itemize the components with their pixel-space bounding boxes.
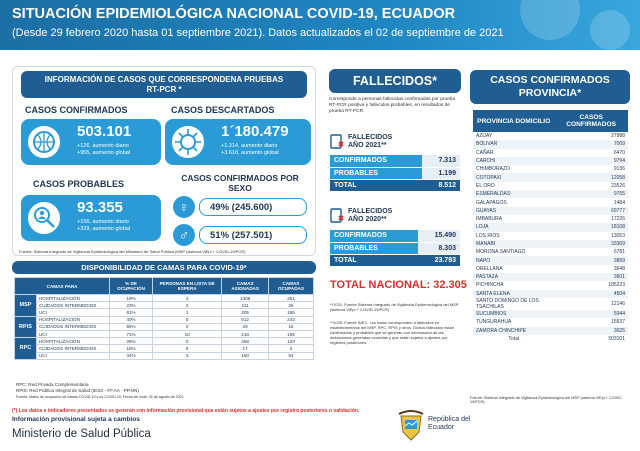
deaths-note-2021: **2021: Fuente Sistema Integrado de Vigilancia Epidemiológica del MSP (sistema ViEpi + COVID-19/PCR): [330, 302, 459, 312]
table-cell: 17: [222, 345, 269, 352]
cases-panel: [12, 66, 316, 256]
table-cell: UCI: [36, 309, 109, 316]
table-row: [330, 179, 460, 191]
table-cell: UCI: [36, 330, 109, 337]
search-person-icon: [26, 200, 62, 236]
table-cell: 16: [268, 323, 313, 330]
total-value: 503101: [608, 335, 625, 342]
confirmed-label: CASOS CONFIRMADOS: [25, 105, 128, 115]
table-cell: 34%: [110, 352, 153, 359]
table-row: [15, 338, 314, 345]
table-cell: 26: [268, 302, 313, 309]
table-row: [473, 327, 628, 335]
table-row: [15, 302, 314, 309]
table-row: [15, 352, 314, 359]
probable-global: +329, aumento global: [77, 226, 131, 232]
table-cell: UCI: [36, 352, 109, 359]
province-cases: 15637: [611, 319, 625, 326]
province-cases: 18108: [554, 223, 628, 231]
discarded-global: +3.618, aumento global: [221, 150, 279, 156]
table-cell: 185: [268, 309, 313, 316]
row-value: 15.490: [418, 230, 460, 242]
province-cases: 13053: [611, 232, 625, 239]
province-cases: 5944: [554, 310, 628, 318]
table-cell: HOSPITALIZACIÓN: [36, 316, 109, 323]
province-cases: 3648: [613, 265, 625, 272]
table-cell: 18%: [110, 345, 153, 352]
row-value: 7.313: [422, 155, 460, 167]
provinces-source: Fuente: Sistema Integrado de Vigilancia Epidemiológica del MSP (sistema ViEpi + COVID-19/PCR): [470, 396, 623, 404]
province-cases: 12146: [611, 300, 625, 307]
table-row: [15, 316, 314, 323]
table-cell: 61%: [110, 309, 153, 316]
table-cell: 1308: [222, 295, 269, 302]
provinces-table: [473, 110, 628, 343]
province-cases: 4504: [554, 290, 628, 298]
table-cell: 612: [222, 316, 269, 323]
province-name: LOS RIOS: [476, 232, 500, 239]
table-row: [15, 309, 314, 316]
female-icon: ♀: [173, 196, 195, 218]
province-cases: 1484: [613, 199, 625, 206]
table-row: [15, 345, 314, 352]
death-cross-icon: [330, 207, 344, 223]
table-cell: 1: [152, 309, 221, 316]
table-row: [473, 157, 628, 165]
table-row: [15, 330, 314, 337]
table-row: [330, 230, 460, 242]
table-cell: 120: [268, 338, 313, 345]
deaths-2021-label: FALLECIDOS AÑO 2021**: [348, 134, 393, 149]
probable-daily: +156, aumento diario: [77, 219, 129, 225]
table-cell: 218: [222, 330, 269, 337]
province-cases: 3601: [554, 273, 628, 281]
province-name: IMBABURA: [476, 216, 503, 223]
row-label: CONFIRMADOS: [330, 155, 422, 167]
beds-header-cell: PERSONAS EN LISTA DE ESPERA: [152, 278, 221, 295]
discarded-daily: +1.314, aumento diario: [221, 143, 278, 149]
table-cell: 23%: [110, 302, 153, 309]
cases-panel-title: INFORMACIÓN DE CASOS QUE CORRESPONDENA PRUEBAS RT-PCR *: [21, 71, 307, 98]
province-name: ESMERALDAS: [473, 190, 554, 198]
table-cell: HOSPITALIZACIÓN: [36, 338, 109, 345]
province-name: SUCUMBIOS: [473, 310, 554, 318]
province-cases: 23526: [611, 182, 625, 189]
province-name: ORELLANA: [476, 265, 503, 272]
death-cross-icon: [330, 133, 344, 149]
province-cases: 12058: [554, 173, 628, 181]
province-cases: 9794: [554, 157, 628, 165]
province-name: PICHINCHA: [476, 282, 504, 289]
table-row: [473, 298, 628, 310]
deaths-2021-table: [330, 155, 460, 192]
table-cell: 160: [222, 352, 269, 359]
beds-group-label: RPIS: [15, 316, 37, 338]
beds-group-label: MSP: [15, 295, 37, 317]
table-row: [473, 256, 628, 264]
province-name: BOLIVAR: [473, 140, 554, 148]
province-name: AZUAY: [476, 133, 493, 140]
page-subtitle: (Desde 29 febrero 2020 hasta 01 septiembre 2021). Datos actualizados el 02 de septiembre de 2021: [12, 27, 504, 39]
table-cell: 3: [152, 352, 221, 359]
table-cell: 40%: [110, 316, 153, 323]
table-cell: 26%: [110, 338, 153, 345]
virus-decoration: [520, 0, 580, 40]
discarded-label: CASOS DESCARTADOS: [171, 105, 275, 115]
table-row: [15, 295, 314, 302]
female-card: [199, 198, 307, 216]
beds-note: Fuente: Matriz de ocupación de camas COVID-19 y no COVID-19. Fecha de corte: 31 de agosto de 2021: [16, 395, 184, 399]
discarded-value: 1´180.479: [221, 123, 289, 140]
province-cases: 9755: [554, 190, 628, 198]
table-row: [473, 310, 628, 318]
table-cell: 0: [152, 345, 221, 352]
table-cell: 29: [222, 323, 269, 330]
row-label: TOTAL: [330, 179, 422, 191]
table-row: [473, 232, 628, 240]
beds-note: RPIS: Red Pública Integral de Salud (IESS - FF.AA - PP.NN): [16, 388, 139, 393]
table-row: [15, 323, 314, 330]
province-cases: 17226: [611, 216, 625, 223]
sex-label: CASOS CONFIRMADOS POR SEXO: [181, 173, 299, 193]
table-row: [330, 254, 460, 266]
province-name: SANTO DOMINGO DE LOS TSACHILAS: [476, 297, 539, 310]
table-row: [473, 281, 628, 289]
table-cell: 3: [152, 295, 221, 302]
table-cell: CUIDADOS INTERMEDIOS: [36, 323, 109, 330]
probable-label: CASOS PROBABLES: [33, 179, 125, 189]
deaths-2020-label: FALLECIDOS AÑO 2020**: [348, 208, 393, 223]
row-value: 1.199: [422, 167, 460, 179]
table-row: [473, 207, 628, 215]
province-cases: 7009: [554, 140, 628, 148]
province-cases: 3899: [554, 256, 628, 264]
row-value: 8.512: [422, 179, 460, 191]
province-name: TUNGURAHUA: [476, 319, 512, 326]
table-row: [473, 335, 628, 343]
total-label: Total: [508, 335, 519, 342]
provisional-text: Información provisional sujeta a cambios: [12, 416, 140, 423]
warning-text: (*) Los datos e indicadores presentados se generan con información provisional que están sujetos a ajustes por registro posteriores o validación.: [12, 408, 360, 414]
province-name: GALAPAGOS: [476, 199, 507, 206]
row-value: 23.793: [418, 254, 460, 266]
confirmed-daily: +126, aumento diario: [77, 143, 129, 149]
discarded-card: [165, 119, 311, 165]
provinces-header-cell: CASOS CONFIRMADOS: [554, 110, 628, 132]
confirmed-global: +955, aumento global: [77, 150, 131, 156]
table-cell: 251: [268, 295, 313, 302]
page-title: SITUACIÓN EPIDEMIOLÓGICA NACIONAL COVID-19, ECUADOR: [12, 6, 456, 22]
table-cell: 19%: [110, 295, 153, 302]
table-row: [473, 149, 628, 157]
row-label: PROBABLES: [330, 167, 422, 179]
table-row: [473, 273, 628, 281]
deaths-2020-table: [330, 230, 460, 267]
province-name: LOJA: [473, 223, 554, 231]
province-cases: 33309: [554, 240, 628, 248]
table-row: [473, 140, 628, 148]
table-row: [330, 242, 460, 254]
table-row: [473, 198, 628, 206]
female-value: 49% (245.600): [210, 202, 273, 213]
beds-header-cell: % DE OCUPACIÓN: [110, 278, 153, 295]
beds-notes: [16, 382, 184, 400]
province-name: GUAYAS: [473, 207, 554, 215]
deaths-title: FALLECIDOS*: [329, 69, 461, 93]
table-row: [330, 167, 460, 179]
table-row: [473, 318, 628, 326]
table-row: [330, 155, 460, 167]
table-row: [473, 248, 628, 256]
table-cell: 305: [222, 309, 269, 316]
table-cell: 54: [268, 352, 313, 359]
table-cell: 155: [268, 330, 313, 337]
male-value: 51% (257.501): [210, 230, 273, 241]
row-value: 8.303: [418, 242, 460, 254]
confirmed-value: 503.101: [77, 123, 132, 140]
beds-group-label: RPC: [15, 338, 37, 360]
virus-decoration: [590, 10, 630, 50]
province-name: PASTAZA: [473, 273, 554, 281]
table-row: [473, 240, 628, 248]
province-name: MANABI: [473, 240, 554, 248]
table-row: [473, 265, 628, 273]
province-name: CAÑAR: [476, 149, 494, 156]
beds-note: RPC: Red Privada Complementaria: [16, 382, 89, 387]
table-cell: 243: [268, 316, 313, 323]
globe-icon: [26, 124, 62, 160]
province-name: ZAMORA CHINCHIPE: [473, 327, 554, 335]
province-cases: 9136: [613, 166, 625, 173]
province-cases: 27988: [611, 133, 625, 140]
provinces-title: CASOS CONFIRMADOS PROVINCIA*: [470, 70, 630, 104]
table-cell: 2: [152, 302, 221, 309]
province-name: NAPO: [473, 256, 554, 264]
deaths-note-2020: **2020: Fuente INEC. Los datos corresponden a fallecidos en establecimientos del MSP, RPC, RPIS y otros. Dichos fallecidos están confirmados y probables que se generan con información de las defunciones generales ocurridas y que están sujetos a ajustes por registros posteriores.: [330, 320, 454, 345]
table-row: [473, 290, 628, 298]
table-row: [473, 173, 628, 181]
beds-header-cell: CAMAS PARA: [15, 278, 110, 295]
province-name: MORONA SANTIAGO: [476, 249, 526, 256]
ecuador-shield-logo: [398, 410, 424, 442]
deaths-total: TOTAL NACIONAL: 32.305: [330, 279, 467, 291]
beds-header-cell: CAMAS OCUPADAS: [268, 278, 313, 295]
row-label: CONFIRMADOS: [330, 230, 418, 242]
deaths-description: Corresponde a personas fallecidas confirmadas por prueba RT-PCR positiva y fallecidos probables, en resultados de prueba RT-PCR.: [329, 97, 456, 114]
province-name: SANTA ELENA: [473, 290, 554, 298]
table-cell: 71%: [110, 330, 153, 337]
table-cell: CUIDADOS INTERMEDIOS: [36, 345, 109, 352]
table-cell: 10: [152, 330, 221, 337]
cases-source: Fuente: Sistema Integrado de Vigilancia Epidemiológica del Ministerio de Salud Pública (MSP (sistema ViEpi + COVID-19/PCR): [19, 249, 246, 254]
table-cell: CUIDADOS INTERMEDIOS: [36, 302, 109, 309]
republic-logo-text: República del Ecuador: [428, 416, 471, 431]
probable-card: [21, 195, 161, 241]
province-name: COTOPAXI: [473, 173, 554, 181]
province-cases: 6470: [613, 149, 625, 156]
table-row: [473, 215, 628, 223]
beds-header-cell: CAMAS ASIGNADAS: [222, 278, 269, 295]
beds-title: DISPONIBILIDAD DE CAMAS PARA COVID-19*: [12, 261, 316, 274]
virus-icon: [170, 124, 206, 160]
male-icon: ♂: [173, 224, 195, 246]
table-row: [473, 165, 628, 173]
beds-table: [14, 277, 314, 360]
table-cell: 0: [152, 323, 221, 330]
province-cases: 69777: [554, 207, 628, 215]
province-name: EL ORO: [476, 182, 495, 189]
province-cases: 3025: [554, 327, 628, 335]
provinces-header-cell: PROVINCIA DOMICILIO: [473, 110, 554, 132]
table-row: [473, 223, 628, 231]
table-cell: 458: [222, 338, 269, 345]
table-cell: 5: [152, 316, 221, 323]
province-cases: 185223: [608, 282, 625, 289]
table-row: [473, 132, 628, 140]
table-row: [473, 190, 628, 198]
table-cell: 111: [222, 302, 269, 309]
page-header: [0, 0, 640, 50]
table-cell: 3: [268, 345, 313, 352]
province-name: CHIMBORAZO: [476, 166, 510, 173]
row-label: PROBABLES: [330, 242, 418, 254]
table-row: [473, 182, 628, 190]
table-cell: 0: [152, 338, 221, 345]
ministry-name: Ministerio de Salud Pública: [12, 428, 151, 440]
row-label: TOTAL: [330, 254, 418, 266]
male-card: [199, 226, 307, 244]
confirmed-card: [21, 119, 161, 165]
province-name: CARCHI: [473, 157, 554, 165]
table-cell: 55%: [110, 323, 153, 330]
probable-value: 93.355: [77, 199, 123, 216]
province-cases: 6781: [613, 249, 625, 256]
table-cell: HOSPITALIZACIÓN: [36, 295, 109, 302]
